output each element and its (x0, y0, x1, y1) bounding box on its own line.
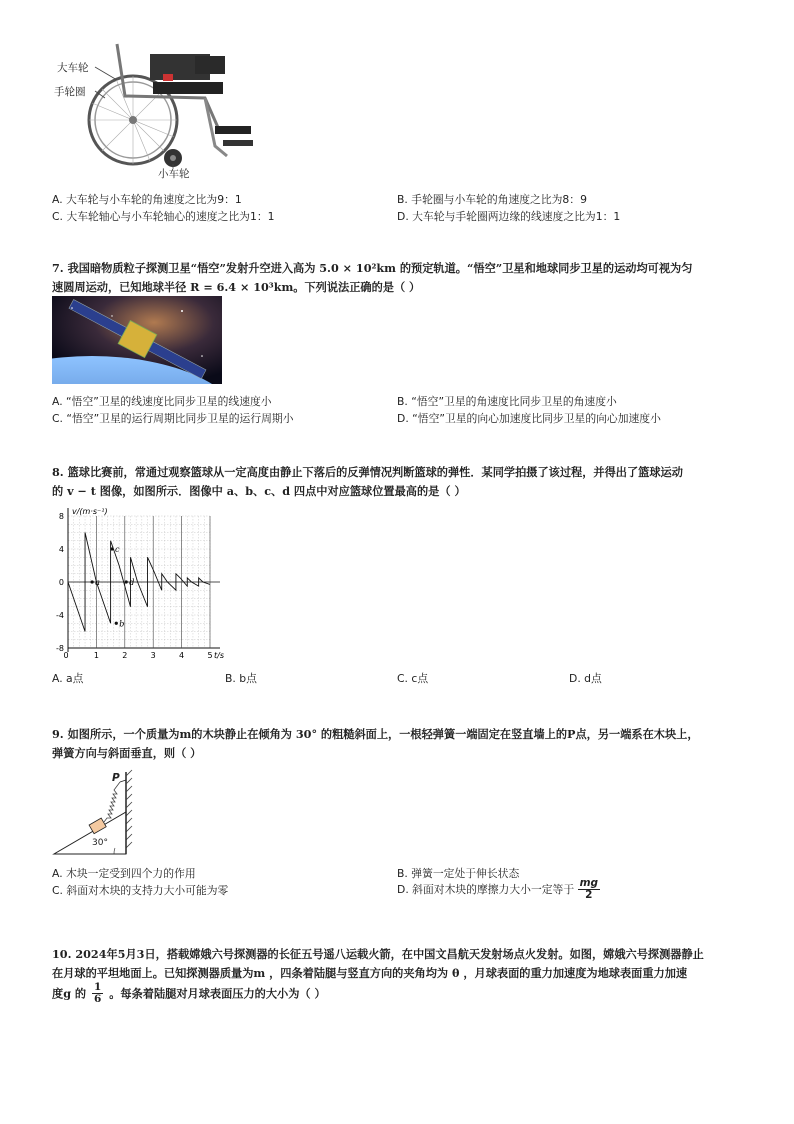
small-wheel-label: 小车轮 (158, 168, 190, 180)
q6-option-a[interactable]: A. 大车轮与小车轮的角速度之比为9：1 (52, 193, 242, 206)
q7-option-c[interactable]: C. “悟空”卫星的运行周期比同步卫星的运行周期小 (52, 412, 294, 425)
y-axis-label: v/(m·s⁻¹) (72, 507, 108, 516)
q9-stem-line1: 9. 如图所示，一个质量为m的木块静止在倾角为 30° 的粗糙斜面上，一根轻弹簧一端固定在竖直墙上的P点，另一端系在木块上， (52, 727, 699, 741)
vt-graph (40, 504, 230, 664)
x-axis-label: t/s (214, 651, 224, 660)
q8-option-a[interactable]: A. a点 (52, 672, 84, 685)
q7-stem-line2: 速圆周运动，已知地球半径 R = 6.4 × 10³km。下列说法正确的是（ ） (52, 280, 421, 294)
hand-rim-label: 手轮圈 (54, 86, 86, 98)
fraction-numerator: mg (579, 877, 599, 889)
point-c (110, 547, 113, 550)
point-d (125, 580, 128, 583)
q8-stem-line2: 的 v − t 图像，如图所示．图像中 a、b、c、d 四点中对应篮球位置最高的是（ ） (52, 484, 466, 498)
angle-label: 30° (92, 838, 108, 848)
q6-option-d[interactable]: D. 大车轮与手轮圈两边缘的线速度之比为1：1 (397, 210, 621, 223)
wheelchair-figure (55, 36, 270, 186)
q8-option-c[interactable]: C. c点 (397, 672, 429, 685)
fraction-denominator: 2 (585, 889, 593, 901)
point-label-d: d (129, 578, 135, 587)
q6-option-b[interactable]: B. 手轮圈与小车轮的角速度之比为8：9 (397, 193, 587, 206)
fraction-denominator: 6 (94, 993, 102, 1005)
q10-stem-line2: 在月球的平坦地面上。已知探测器质量为m ，四条着陆腿与竖直方向的夹角均为 θ ，月球表面的重力加速度为地球表面重力加速 (52, 966, 688, 980)
q9-option-a[interactable]: A. 木块一定受到四个力的作用 (52, 867, 196, 880)
q10-fraction (92, 982, 103, 1005)
incline-spring-figure (52, 768, 142, 858)
q9-option-d[interactable] (397, 878, 600, 901)
y-tick-label: -8 (56, 644, 64, 653)
fraction-numerator: 1 (94, 981, 102, 993)
y-tick-label: -4 (56, 611, 64, 620)
q9-option-b[interactable]: B. 弹簧一定处于伸长状态 (397, 867, 520, 880)
point-label-c: c (115, 545, 120, 554)
q7-option-d[interactable]: D. “悟空”卫星的向心加速度比同步卫星的向心加速度小 (397, 412, 661, 425)
q10-line3-start: 度g 的 (52, 986, 87, 1001)
satellite-image (52, 296, 222, 384)
q10-line3-end: 。每条着陆腿对月球表面压力的大小为（ ） (109, 986, 326, 1001)
big-wheel-label: 大车轮 (57, 62, 89, 74)
x-tick-label: 5 (207, 651, 213, 660)
point-p-label: P (112, 772, 120, 784)
q6-option-c[interactable]: C. 大车轮轴心与小车轮轴心的速度之比为1：1 (52, 210, 275, 223)
x-tick-label: 4 (179, 651, 185, 660)
point-b (115, 622, 118, 625)
q8-stem-line1: 8. 篮球比赛前，常通过观察篮球从一定高度由静止下落后的反弹情况判断篮球的弹性．某同学拍摄了该过程，并得出了篮球运动 (52, 465, 683, 479)
q10-stem-line3 (52, 982, 326, 1005)
q9-stem-line2: 弹簧方向与斜面垂直，则（ ） (52, 746, 202, 760)
q9-option-c[interactable]: C. 斜面对木块的支持力大小可能为零 (52, 884, 229, 897)
point-label-a: a (95, 578, 100, 587)
x-tick-label: 2 (122, 651, 128, 660)
x-tick-label: 0 (63, 651, 69, 660)
q9-option-d-text: D. 斜面对木块的摩擦力大小一定等于 (397, 883, 575, 896)
y-tick-label: 4 (58, 545, 64, 554)
q7-option-b[interactable]: B. “悟空”卫星的角速度比同步卫星的角速度小 (397, 395, 617, 408)
point-a (91, 580, 94, 583)
q9-option-d-fraction (578, 878, 600, 901)
q10-stem-line1: 10. 2024年5月3日，搭载嫦娥六号探测器的长征五号遥八运载火箭，在中国文昌航天发射场点火发射。如图，嫦娥六号探测器静止 (52, 947, 704, 961)
q8-option-d[interactable]: D. d点 (569, 672, 602, 685)
x-tick-label: 1 (93, 651, 99, 660)
y-tick-label: 8 (58, 512, 64, 521)
point-label-b: b (119, 619, 125, 629)
y-tick-label: 0 (58, 578, 64, 587)
q7-stem-line1: 7. 我国暗物质粒子探测卫星“悟空”发射升空进入高为 5.0 × 10²km 的预定轨道。“悟空”卫星和地球同步卫星的运动均可视为匀 (52, 261, 693, 275)
q7-option-a[interactable]: A. “悟空”卫星的线速度比同步卫星的线速度小 (52, 395, 272, 408)
x-tick-label: 3 (150, 651, 156, 660)
label-leader-lines (55, 36, 270, 186)
q8-option-b[interactable]: B. b点 (225, 672, 257, 685)
